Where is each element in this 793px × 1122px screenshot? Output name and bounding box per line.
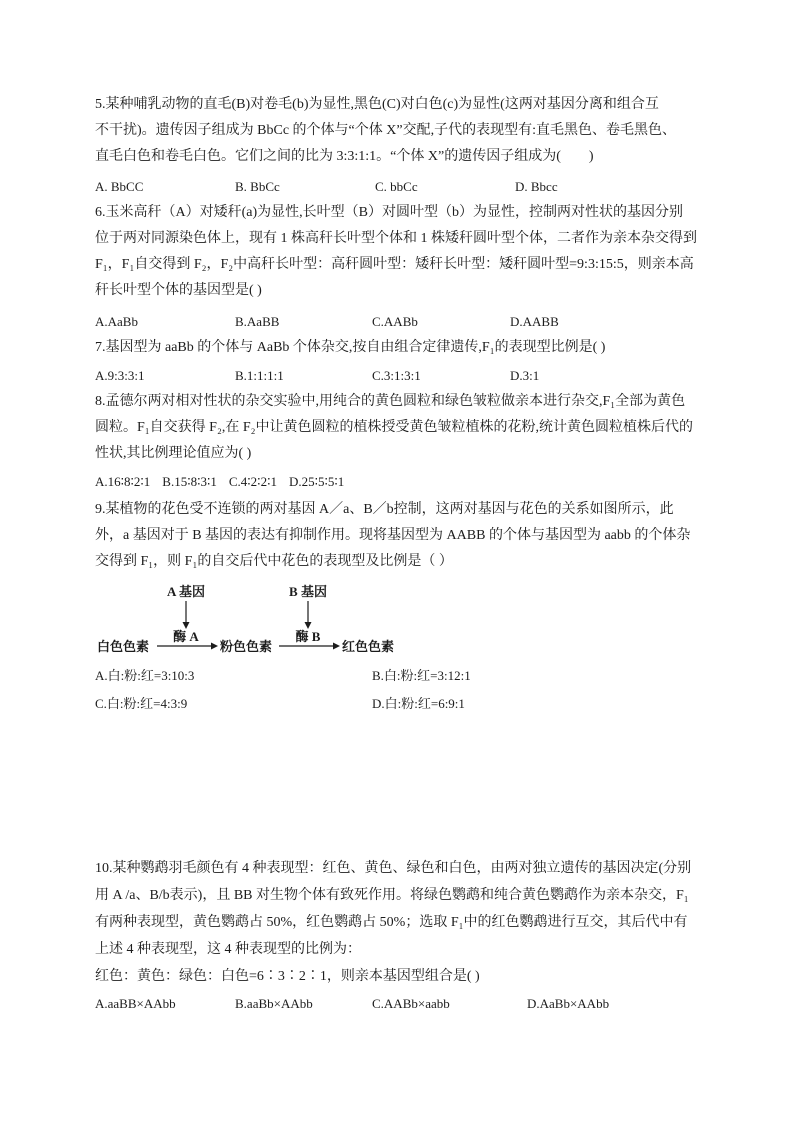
question-text-line: 交得到 F₁，则 F₁的自交后代中花色的表现型及比例是（ ） xyxy=(95,554,453,569)
option-c: C.4∶2∶2∶1 xyxy=(228,474,277,489)
gene-a-label: A 基因 xyxy=(167,584,205,599)
question-text-line: 上述 4 种表现型，这 4 种表现型的比例为： xyxy=(95,942,361,957)
option-a: A.白:粉:红=3:10:3 xyxy=(95,668,195,683)
options-row xyxy=(95,690,655,718)
question-text-line: 秆长叶型个体的基因型是( ) xyxy=(95,283,262,298)
option-c: C. bbCc xyxy=(375,179,418,194)
option-d: D.AABB xyxy=(510,314,559,329)
option-c: C.白:粉:红=4:3:9 xyxy=(95,696,188,711)
answer-options xyxy=(95,662,655,718)
question-text-line: 不干扰)。遗传因子组成为 BbCc 的个体与“个体 X”交配,子代的表现型有:直毛黑色、卷毛黑色、 xyxy=(95,123,676,138)
question-text-line: 9.某植物的花色受不连锁的两对基因 A／a、B／b控制，这两对基因与花色的关系如图所示，此 xyxy=(95,502,674,517)
option-b: B.15∶8∶3∶1 xyxy=(162,474,217,489)
question-5 xyxy=(95,92,715,200)
option-b: B.AaBB xyxy=(235,314,280,329)
option-b: B.白:粉:红=3:12:1 xyxy=(372,668,471,683)
question-8 xyxy=(95,389,715,495)
reaction-arrowhead-1 xyxy=(211,643,218,650)
option-d: D. Bbcc xyxy=(515,179,558,194)
question-6 xyxy=(95,200,715,335)
question-text-line: 10.某种鹦鹉羽毛颜色有 4 种表现型：红色、黄色、绿色和白色，由两对独立遗传的基因决定(分别 xyxy=(95,861,692,876)
option-d: D.AaBb×AAbb xyxy=(527,996,610,1011)
answer-options xyxy=(95,174,715,200)
option-d: D.25∶5∶5∶1 xyxy=(288,474,345,489)
enzyme-b-label: 酶 B xyxy=(295,629,321,644)
question-text-line: 6.玉米高秆（A）对矮秆(a)为显性,长叶型（B）对圆叶型（b）为显性，控制两对性状的基因分别 xyxy=(95,205,683,220)
gene-b-arrowhead xyxy=(305,622,312,629)
gene-a-arrowhead xyxy=(183,622,190,629)
question-text-line: 有两种表现型，黄色鹦鹉占 50%，红色鹦鹉占 50%；选取 F₁中的红色鹦鹉进行互交，其后代中有 xyxy=(95,915,688,930)
question-10 xyxy=(95,855,715,1017)
question-text-line: 圆粒。F₁自交获得 F₂,在 F₂中让黄色圆粒的植株授受黄色皱粒植株的花粉,统计黄色圆粒植株后代的 xyxy=(95,420,693,435)
option-c: C.AABb×aabb xyxy=(372,996,450,1011)
option-a: A.aaBB×AAbb xyxy=(95,996,176,1011)
question-text-line: 红色：黄色：绿色：白色=6∶3∶2∶1，则亲本基因型组合是( ) xyxy=(95,969,480,984)
option-a: A.9:3:3:1 xyxy=(95,368,145,383)
option-c: C.AABb xyxy=(372,314,418,329)
gene-b-label: B 基因 xyxy=(289,584,327,599)
option-c: C.3:1:3:1 xyxy=(372,368,421,383)
question-text-line: 位于两对同源染色体上，现有 1 株高秆长叶型个体和 1 株矮秆圆叶型个体，二者作为亲本杂交得到 xyxy=(95,231,697,246)
option-a: A.AaBb xyxy=(95,314,138,329)
question-text-line: 用 A /a、B/b表示)，且 BB 对生物个体有致死作用。将绿色鹦鹉和纯合黄色鹦鹉作为亲本杂交，F₁ xyxy=(95,888,689,903)
answer-options xyxy=(95,990,715,1017)
option-a: A. BbCC xyxy=(95,179,144,194)
option-a: A.16∶8∶2∶1 xyxy=(95,474,151,489)
pigment-red-label: 红色色素 xyxy=(342,639,395,654)
question-text-line: 8.孟德尔两对相对性状的杂交实验中,用纯合的黄色圆粒和绿色皱粒做亲本进行杂交,F₁全部为黄色 xyxy=(95,394,686,409)
options-row xyxy=(95,662,655,690)
pigment-white-label: 白色色素 xyxy=(97,639,150,654)
question-7 xyxy=(95,335,715,389)
option-d: D.白:粉:红=6:9:1 xyxy=(372,696,465,711)
question-9 xyxy=(95,497,715,575)
answer-options xyxy=(95,363,715,389)
pigment-pathway-diagram xyxy=(95,580,405,660)
reaction-arrowhead-2 xyxy=(333,643,340,650)
option-b: B. BbCc xyxy=(235,179,280,194)
question-text-line: F₁，F₁自交得到 F₂，F₂中高秆长叶型：高秆圆叶型：矮秆长叶型：矮秆圆叶型=9:3:15:5，则亲本高 xyxy=(95,257,694,272)
question-text-line: 5.某种哺乳动物的直毛(B)对卷毛(b)为显性,黑色(C)对白色(c)为显性(这两对基因分离和组合互 xyxy=(95,97,659,112)
question-text-line: 性状,其比例理论值应为( ) xyxy=(95,446,252,461)
enzyme-a-label: 酶 A xyxy=(173,629,199,644)
answer-options xyxy=(95,309,715,335)
option-b: B.1:1:1:1 xyxy=(235,368,284,383)
question-text-line: 外，a 基因对于 B 基因的表达有抑制作用。现将基因型为 AABB 的个体与基因型为 aabb 的个体杂 xyxy=(95,528,691,543)
option-d: D.3:1 xyxy=(510,368,540,383)
option-b: B.aaBb×AAbb xyxy=(235,996,313,1011)
pigment-pink-label: 粉色色素 xyxy=(220,639,273,654)
question-text-line: 7.基因型为 aaBb 的个体与 AaBb 个体杂交,按自由组合定律遗传,F₁的表现型比例是( ) xyxy=(95,340,606,355)
question-text-line: 直毛白色和卷毛白色。它们之间的比为 3:3:1:1。“个体 X”的遗传因子组成为( ) xyxy=(95,149,594,164)
answer-options xyxy=(95,469,715,495)
